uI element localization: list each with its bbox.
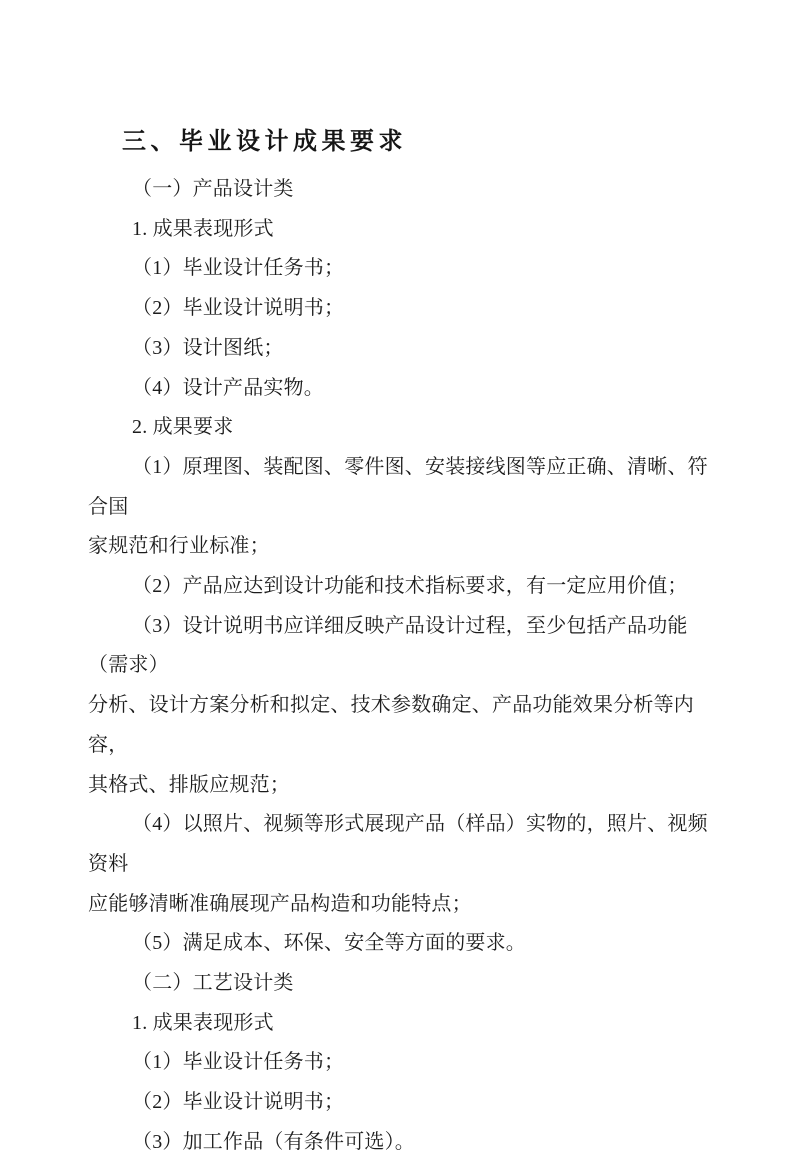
list-item-product-object: （4）设计产品实物。 — [132, 376, 324, 399]
list-item-design-drawings: （3）设计图纸； — [132, 336, 284, 359]
section-heading: 三、毕业设计成果要求 — [122, 128, 407, 155]
requirement-item-4: （4）以照片、视频等形式展现产品（样品）实物的，照片、视频资料 应能够清晰准确展现产品构造和功能特点； — [88, 813, 708, 915]
list-item-description-book: （2）毕业设计说明书； — [132, 1091, 345, 1114]
requirement-item-1: （1）原理图、装配图、零件图、安装接线图等应正确、清晰、符合国 家规范和行业标准； — [88, 455, 708, 558]
numbered-heading-results-form: 1. 成果表现形式 — [132, 217, 274, 240]
subsection-title-process-design: （二）工艺设计类 — [132, 972, 294, 995]
list-item-machined-work: （3）加工作品（有条件可选）。 — [132, 1130, 415, 1153]
requirement-item-5: （5）满足成本、环保、安全等方面的要求。 — [132, 932, 526, 955]
list-item-task-book: （1）毕业设计任务书； — [132, 1051, 345, 1074]
requirement-item-3: （3）设计说明书应详细反映产品设计过程，至少包括产品功能（需求） 分析、设计方案分析和拟定、技术参数确定、产品功能效果分析等内容， 其格式、排版应规范； — [88, 614, 694, 796]
document-body — [88, 170, 723, 1163]
list-item-description-book: （2）毕业设计说明书； — [132, 297, 345, 320]
numbered-heading-results-form: 1. 成果表现形式 — [132, 1011, 274, 1034]
subsection-title-product-design: （一）产品设计类 — [132, 178, 294, 200]
requirement-item-2: （2）产品应达到设计功能和技术指标要求，有一定应用价值； — [132, 575, 688, 598]
numbered-heading-results-requirements: 2. 成果要求 — [132, 416, 234, 439]
list-item-task-book: （1）毕业设计任务书； — [132, 257, 345, 280]
